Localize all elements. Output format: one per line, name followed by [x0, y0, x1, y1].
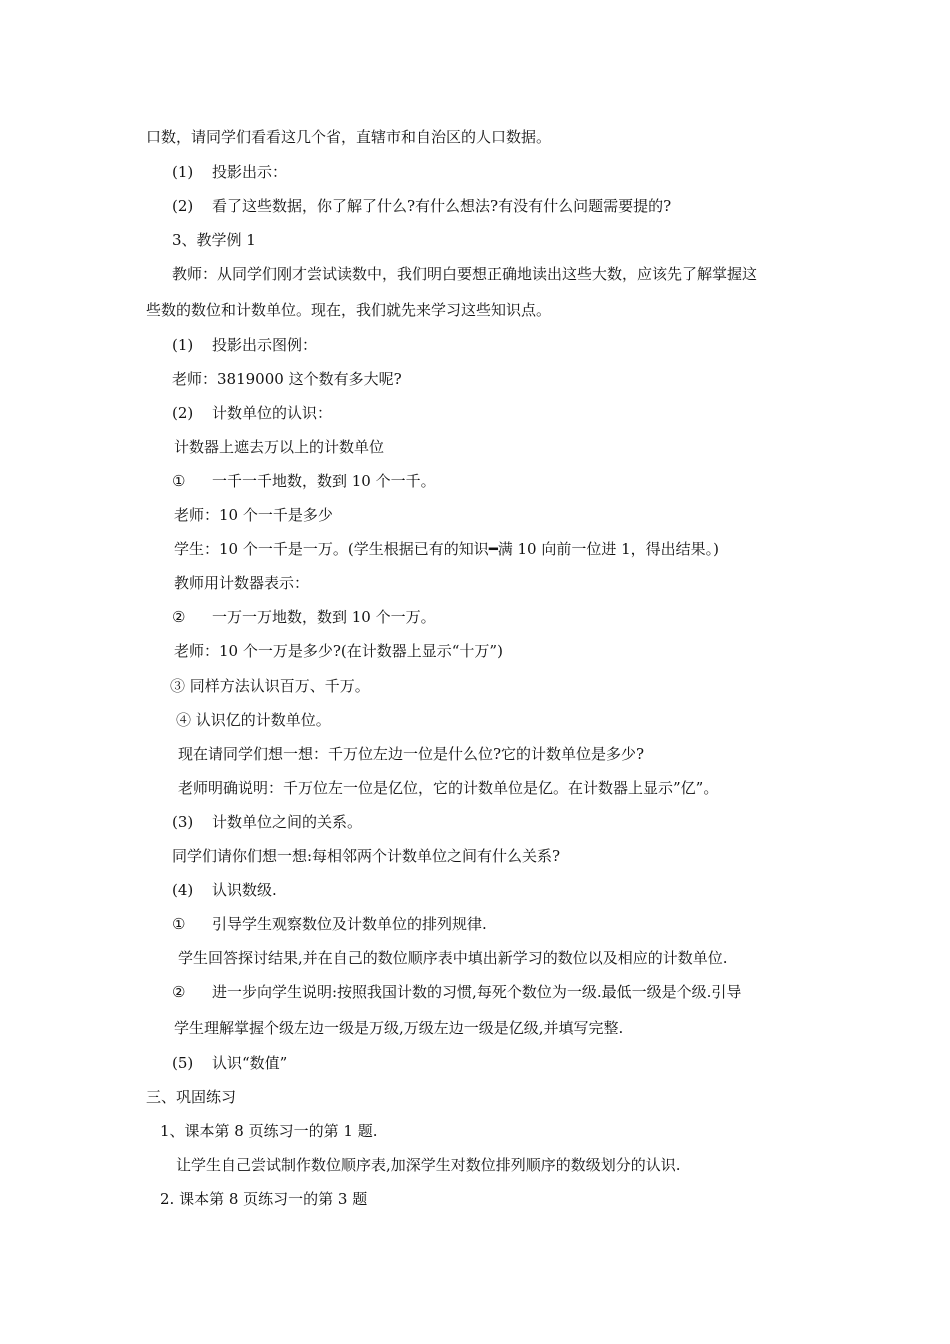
list-item: (2) 计数单位的认识： [172, 404, 333, 422]
list-item: (5) 认识“数值” [172, 1054, 288, 1072]
list-item: ① 引导学生观察数位及计数单位的排列规律. [172, 915, 487, 933]
paragraph-line: 学生理解掌握个级左边一级是万级,万级左边一级是亿级,并填写完整. [174, 1019, 624, 1037]
paragraph-line: 学生回答探讨结果,并在自己的数位顺序表中填出新学习的数位以及相应的计数单位. [178, 949, 728, 967]
section-heading: 三、巩固练习 [146, 1088, 237, 1106]
paragraph-line: 老师：3819000 这个数有多大呢? [172, 370, 402, 388]
list-item: ① 一千一千地数，数到 10 个一千。 [172, 472, 436, 490]
paragraph-line: 老师明确说明：千万位左一位是亿位，它的计数单位是亿。在计数器上显示”亿”。 [178, 779, 719, 797]
list-marker: ① [172, 472, 186, 490]
paragraph-line: 老师：10 个一万是多少?(在计数器上显示“十万”) [174, 642, 503, 660]
list-marker: ② [172, 983, 186, 1001]
list-item: (4) 认识数级. [172, 881, 277, 899]
list-marker: ② [172, 608, 186, 626]
paragraph-line: 计数器上遮去万以上的计数单位 [174, 438, 385, 456]
list-marker: (1) [172, 163, 194, 181]
list-marker: (3) [172, 813, 194, 831]
list-marker: (5) [172, 1054, 194, 1072]
list-item: ② 一万一万地数，数到 10 个一万。 [172, 608, 436, 626]
section-heading: 3、教学例 1 [172, 231, 256, 249]
paragraph-line: ③ 同样方法认识百万、千万。 [170, 677, 370, 695]
list-marker: (1) [172, 336, 194, 354]
paragraph-line: 教师：从同学们刚才尝试读数中，我们明白要想正确地读出这些大数，应该先了解掌握这 [172, 265, 758, 283]
paragraph-line: 让学生自己尝试制作数位顺序表,加深学生对数位排列顺序的数级划分的认识. [176, 1156, 681, 1174]
list-marker: (2) [172, 404, 194, 422]
paragraph-line: ④ 认识亿的计数单位。 [176, 711, 331, 729]
list-marker: ① [172, 915, 186, 933]
paragraph-line: 教师用计数器表示： [174, 574, 310, 592]
paragraph-line: 学生：10 个一千是一万。(学生根据已有的知识━满 10 向前一位进 1，得出结果。) [174, 540, 720, 558]
paragraph-line: 老师：10 个一千是多少 [174, 506, 333, 524]
paragraph-line: 现在请同学们想一想：千万位左边一位是什么位?它的计数单位是多少? [178, 745, 645, 763]
paragraph-line: 同学们请你们想一想:每相邻两个计数单位之间有什么关系? [172, 847, 561, 865]
list-item: 1、课本第 8 页练习一的第 1 题. [160, 1122, 378, 1140]
list-item: (3) 计数单位之间的关系。 [172, 813, 363, 831]
paragraph-line: 口数，请同学们看看这几个省，直辖市和自治区的人口数据。 [146, 128, 552, 146]
list-marker: (2) [172, 197, 194, 215]
list-item: (1) 投影出示： [172, 163, 288, 181]
list-item: (2) 看了这些数据，你了解了什么?有什么想法?有没有什么问题需要提的? [172, 197, 672, 215]
list-marker: (4) [172, 881, 194, 899]
list-item: ② 进一步向学生说明:按照我国计数的习惯,每死个数位为一级.最低一级是个级.引导 [172, 983, 742, 1001]
paragraph-line: 些数的数位和计数单位。现在，我们就先来学习这些知识点。 [146, 301, 552, 319]
list-item: 2. 课本第 8 页练习一的第 3 题 [160, 1190, 368, 1208]
list-item: (1) 投影出示图例： [172, 336, 318, 354]
